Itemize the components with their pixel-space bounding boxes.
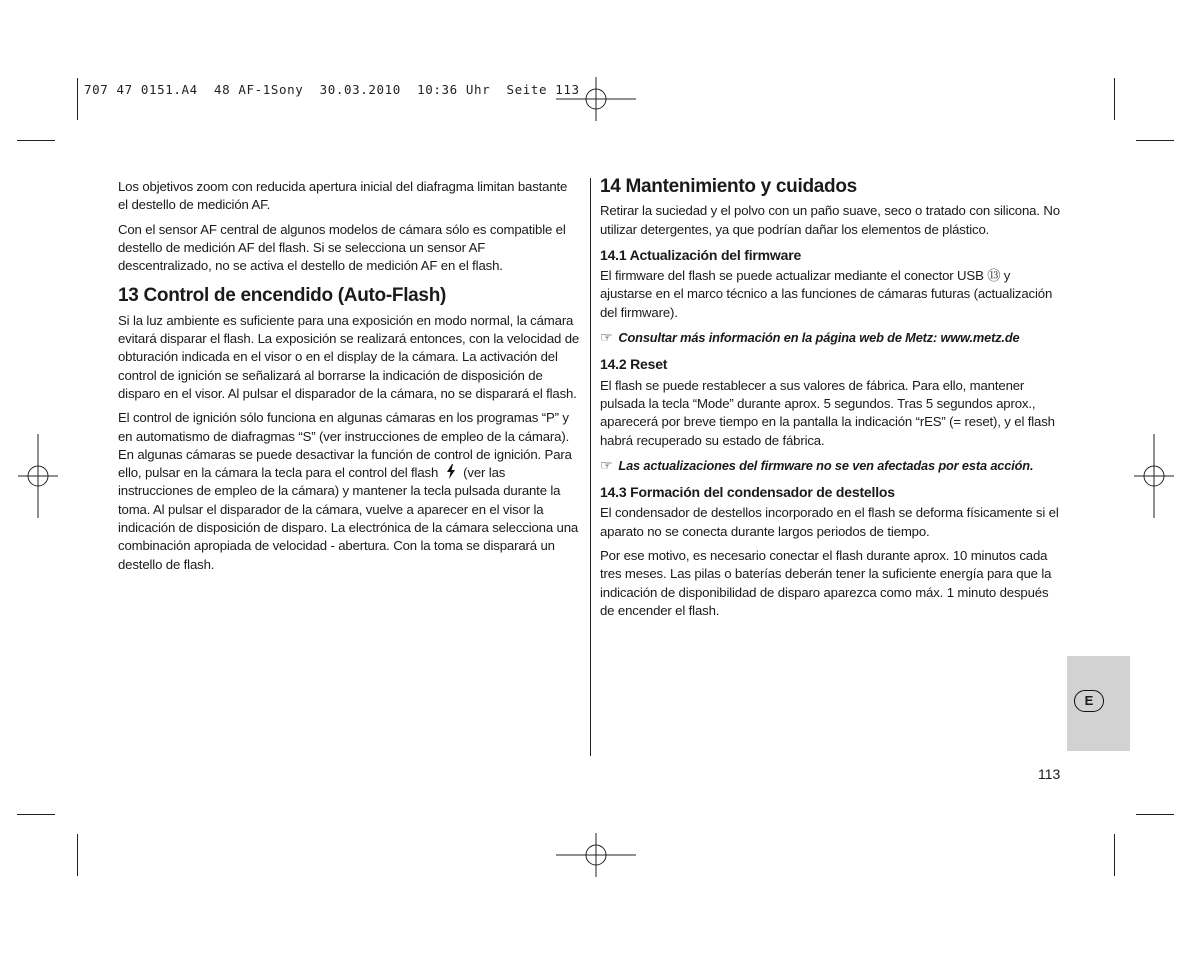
paragraph-part: El control de ignición sólo funciona en algunas cámaras en los programas “P” y en automatismo de diafragmas “S” (ver instrucciones de empleo de la cámara). En algunas cámaras se puede desactivar la función de control de ignición. Para ello, pulsar en la cámara la tecla para el control del flash xyxy=(118,410,572,481)
paragraph: Retirar la suciedad y el polvo con un paño suave, seco o tratado con silicona. No utilizar detergentes, ya que podrían dañar los elementos de plástico. xyxy=(600,203,1060,237)
crop-mark xyxy=(1114,834,1115,876)
paragraph: Por ese motivo, es necesario conectar el flash durante aprox. 10 minutos cada tres meses. Las pilas o baterías deberán tener la suficiente energía para que la indicación de disponibilidad de disparo aparezca como máx. 1 minuto después de encender el flash. xyxy=(600,548,1052,618)
paragraph: El condensador de destellos incorporado en el flash se deforma físicamente si el aparato no se conecta durante largos periodos de tiempo. xyxy=(600,505,1059,539)
paragraph: Si la luz ambiente es suficiente para una exposición en modo normal, la cámara evitará disparar el flash. La exposición se realizará entonces, con la velocidad de obturación indicada en el visor o en el display de la cámara. La activación del control de ignición se señalizará al borrarse la indicación de disposición de disparo en el visor. Al pulsar el disparador de la cámara, no se disparará el flash. xyxy=(118,312,580,401)
right-column xyxy=(600,178,1062,626)
paragraph: El flash se puede restablecer a sus valores de fábrica. Para ello, mantener pulsada la tecla “Mode” durante aprox. 5 segundos. Tras 5 segundos aprox., aparecerá por breve tiempo en la pantalla la indicación “rES” (= reset), y el flash habrá recuperado su estado de fábrica. xyxy=(600,377,1055,448)
section-heading-13: 13 Control de encendido (Auto-Flash) xyxy=(118,285,447,307)
page-number: 113 xyxy=(1038,766,1061,782)
subsection-heading-14-1: 14.1 Actualización del firmware xyxy=(600,246,802,263)
note-text: Consultar más información en la página web de Metz: www.metz.de xyxy=(618,330,1020,346)
registration-mark-icon xyxy=(556,830,636,880)
paragraph: El firmware del flash se puede actualizar mediante el conector USB ⑬ y ajustarse en el marco técnico a las funciones de cámaras futuras (actualización del firmware). xyxy=(600,268,1053,320)
crop-mark xyxy=(17,814,55,815)
paragraph: Los objetivos zoom con reducida apertura inicial del diafragma limitan bastante el destello de medición AF. xyxy=(118,179,568,213)
column-divider xyxy=(590,178,591,756)
crop-mark xyxy=(1136,140,1174,141)
subsection-heading-14-2: 14.2 Reset xyxy=(600,356,668,373)
registration-mark-icon xyxy=(18,434,58,518)
note-text: Las actualizaciones del firmware no se ven afectadas por esta acción. xyxy=(618,457,1034,473)
print-slug: 707 47 0151.A4 48 AF-1Sony 30.03.2010 10:36 Uhr Seite 113 xyxy=(84,82,580,97)
paragraph: Con el sensor AF central de algunos modelos de cámara sólo es compatible el destello de medición AF del flash. Si se selecciona un sensor AF descentralizado, no se activa el destello de medición AF en el flash. xyxy=(118,221,566,274)
paragraph xyxy=(118,409,580,574)
flash-bolt-icon xyxy=(446,464,456,479)
crop-mark xyxy=(77,834,78,876)
paragraph-part: (ver las instrucciones de empleo de la cámara) y mantener la tecla pulsada durante la toma. Al pulsar el disparador de la cámara, vuelve a aparecer en el visor la indicación de disposición de disparo. La electrónica de la cámara selecciona una combinación apropiada de velocidad - abertura. Con la toma se disparará un destello de flash. xyxy=(118,465,579,572)
crop-mark xyxy=(17,140,55,141)
crop-mark xyxy=(77,78,78,120)
crop-mark xyxy=(1114,78,1115,120)
crop-mark xyxy=(1136,814,1174,815)
registration-mark-icon xyxy=(556,74,636,124)
language-badge: E xyxy=(1074,690,1104,712)
note xyxy=(600,456,1062,475)
note xyxy=(600,328,1062,347)
pointing-hand-icon: ☞ xyxy=(600,329,613,346)
section-heading-14: 14 Mantenimiento y cuidados xyxy=(600,176,857,197)
pointing-hand-icon: ☞ xyxy=(600,456,613,473)
left-column xyxy=(118,178,580,580)
registration-mark-icon xyxy=(1134,434,1174,518)
subsection-heading-14-3: 14.3 Formación del condensador de destellos xyxy=(600,484,895,501)
